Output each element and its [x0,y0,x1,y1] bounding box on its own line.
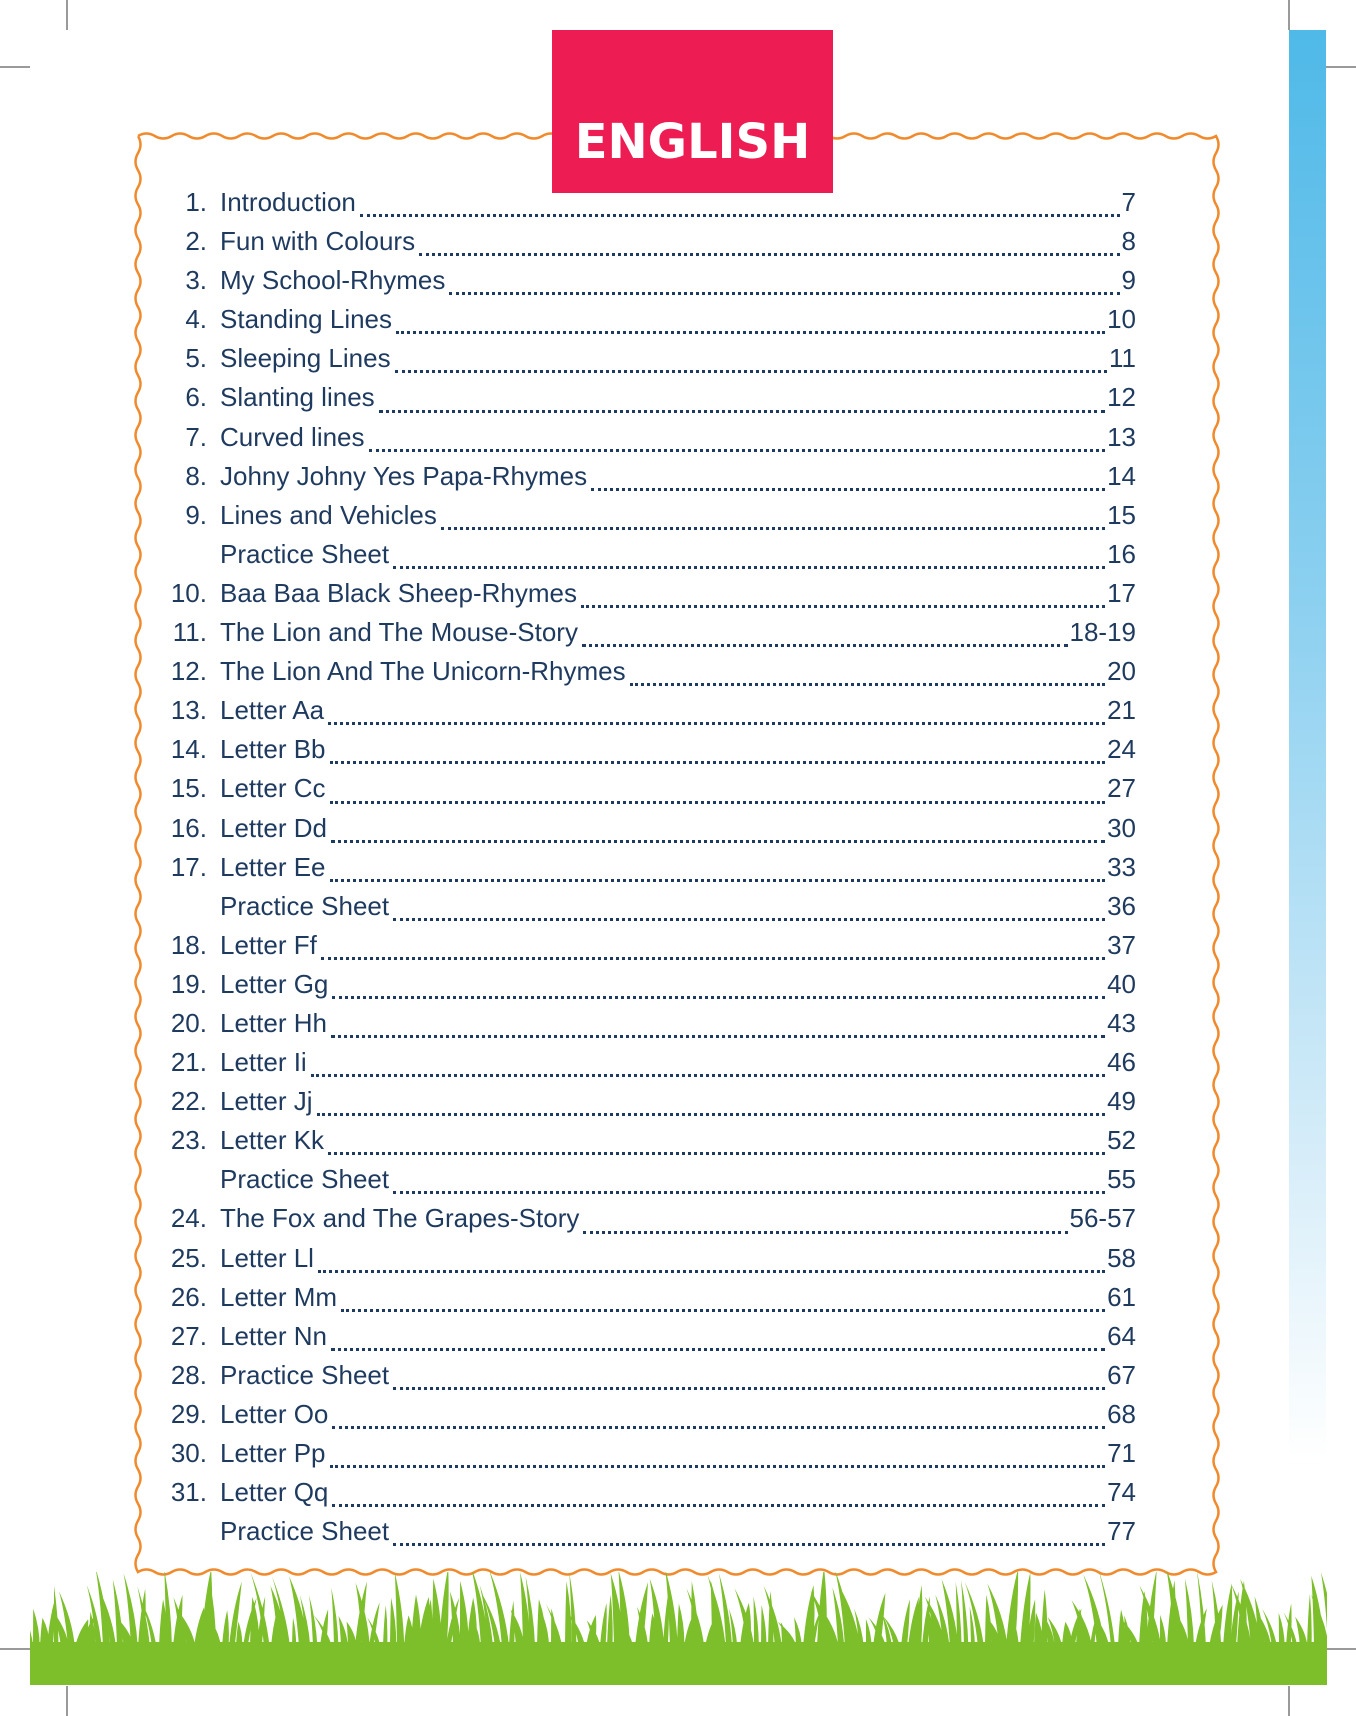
crop-mark [1326,1648,1356,1650]
toc-number: 24. [170,1203,207,1234]
crop-mark [1288,0,1290,30]
dot-leader [332,994,1105,999]
toc-row [150,382,1136,421]
toc-title: Practice Sheet [220,538,390,569]
toc-title: Fun with Colours [220,226,416,257]
toc-page: 15 [1107,499,1136,530]
dot-leader [396,329,1105,334]
toc-page: 43 [1107,1007,1136,1038]
toc-title: Letter Oo [220,1398,329,1429]
dot-leader [330,877,1106,882]
toc-row [150,1047,1136,1086]
toc-title: Practice Sheet [220,1516,390,1547]
toc-page: 55 [1107,1164,1136,1195]
side-color-strip [1289,30,1326,1460]
toc-number: 7. [185,421,207,452]
toc-row [150,813,1136,852]
toc-row [150,734,1136,773]
toc-row [150,343,1136,382]
toc-number: 22. [170,1086,207,1117]
toc-title: Letter Ll [220,1242,314,1273]
toc-title: Standing Lines [220,304,393,335]
dot-leader [330,759,1106,764]
toc-title: The Fox and The Grapes-Story [220,1203,580,1234]
toc-title: Letter Qq [220,1477,329,1508]
toc-page: 16 [1107,538,1136,569]
toc-page: 17 [1107,577,1136,608]
dot-leader [449,290,1119,295]
toc-row [150,500,1136,539]
toc-page: 24 [1107,734,1136,765]
toc-title: Practice Sheet [220,1164,390,1195]
toc-row [150,1008,1136,1047]
toc-page: 74 [1107,1477,1136,1508]
toc-page: 71 [1107,1438,1136,1468]
toc-title: The Lion And The Unicorn-Rhymes [220,656,626,687]
toc-title: Letter Ff [220,929,317,960]
toc-title: Curved lines [220,421,365,452]
dot-leader [379,408,1105,413]
toc-number: 20. [170,1007,207,1038]
toc-title: Letter Hh [220,1007,327,1038]
toc-title: Baa Baa Black Sheep-Rhymes [220,577,577,608]
toc-number: 27. [170,1320,207,1351]
toc-number: 26. [170,1281,207,1312]
dot-leader [341,1307,1105,1312]
toc-row [150,656,1136,695]
dot-leader [630,681,1105,686]
page-title: ENGLISH [574,114,811,170]
dot-leader [332,1424,1105,1429]
dot-leader [331,838,1105,843]
toc-number: 18. [170,929,207,960]
toc-title: Slanting lines [220,382,375,413]
dot-leader [331,1033,1105,1038]
dot-leader [321,955,1105,960]
toc-row [150,617,1136,656]
toc-page: 12 [1107,382,1136,413]
grass-blades [30,1572,1327,1647]
toc-row [150,969,1136,1008]
toc-number: 29. [170,1398,207,1429]
toc-number: 30. [170,1438,207,1468]
dot-leader [393,1189,1105,1194]
dot-leader [330,1463,1106,1468]
toc-row [150,1203,1136,1242]
toc-page: 33 [1107,851,1136,882]
toc-title: Letter Ii [220,1047,307,1078]
toc-page: 61 [1107,1281,1136,1312]
toc-title: Practice Sheet [220,1359,390,1390]
toc-page: 68 [1107,1398,1136,1429]
dot-leader [582,642,1068,647]
toc-number: 28. [170,1359,207,1390]
toc-page: 58 [1107,1242,1136,1273]
toc-number: 12. [170,656,207,687]
toc-number: 2. [185,226,207,257]
toc-page: 36 [1107,890,1136,921]
toc-row [150,226,1136,265]
dot-leader [317,1111,1106,1116]
toc-page: 67 [1107,1359,1136,1390]
dot-leader [591,486,1105,491]
toc-page: 9 [1121,265,1136,296]
toc-title: Letter Kk [220,1125,325,1156]
crop-mark [1288,1686,1290,1716]
toc-title: Letter Bb [220,734,326,765]
toc-title: My School-Rhymes [220,265,446,296]
toc-page: 10 [1107,304,1136,335]
toc-row [150,578,1136,617]
dot-leader [395,368,1107,373]
toc-number: 19. [170,968,207,999]
dot-leader [332,1502,1105,1507]
toc-title: Practice Sheet [220,890,390,921]
dot-leader [331,1346,1105,1351]
grass-base [30,1642,1327,1685]
toc-title: Letter Aa [220,695,325,726]
toc-row [150,1125,1136,1164]
toc-title: Johny Johny Yes Papa-Rhymes [220,460,588,491]
toc-number: 4. [185,304,207,335]
toc-number: 31. [170,1477,207,1508]
toc-number: 15. [170,773,207,804]
crop-mark [66,1686,68,1716]
toc-row [150,1438,1136,1477]
toc-page: 40 [1107,968,1136,999]
toc-number: 9. [185,499,207,530]
toc-page: 49 [1107,1086,1136,1117]
crop-mark [0,66,30,68]
toc-title: Letter Pp [220,1438,326,1468]
dot-leader [419,251,1119,256]
dot-leader [369,447,1106,452]
toc-row [150,539,1136,578]
toc-page: 13 [1107,421,1136,452]
toc-number: 17. [170,851,207,882]
dot-leader [330,799,1106,804]
toc-page: 52 [1107,1125,1136,1156]
toc-row [150,891,1136,930]
toc-row [150,1321,1136,1360]
toc-row [150,265,1136,304]
dot-leader [318,1268,1105,1273]
grass-decoration [30,1572,1327,1685]
toc-row [150,1086,1136,1125]
toc-page: 64 [1107,1320,1136,1351]
toc-row [150,422,1136,461]
toc-row [150,304,1136,343]
toc-page: 37 [1107,929,1136,960]
toc-number: 13. [170,695,207,726]
toc-number: 3. [185,265,207,296]
toc-row [150,1282,1136,1321]
toc-row [150,1477,1136,1516]
toc-title: Letter Gg [220,968,329,999]
toc-page: 20 [1107,656,1136,687]
toc-page: 30 [1107,812,1136,843]
toc-page: 7 [1121,187,1136,217]
title-banner [552,30,833,193]
toc-page: 77 [1107,1516,1136,1547]
crop-mark [66,0,68,30]
toc-page: 56-57 [1069,1203,1136,1234]
crop-mark [1326,66,1356,68]
toc-number: 21. [170,1047,207,1078]
toc-number: 23. [170,1125,207,1156]
dot-leader [328,720,1105,725]
toc-title: Letter Dd [220,812,327,843]
toc-page: 21 [1107,695,1136,726]
toc-row [150,1243,1136,1282]
toc-title: Letter Ee [220,851,326,882]
toc-page: 8 [1121,226,1136,257]
toc-page: 11 [1109,343,1136,374]
toc-row [150,1399,1136,1438]
toc-row [150,1360,1136,1399]
toc-number: 14. [170,734,207,765]
toc-number: 25. [170,1242,207,1273]
toc-row [150,1516,1136,1555]
crop-mark [0,1648,30,1650]
dot-leader [441,525,1105,530]
dot-leader [393,1385,1105,1390]
toc-row [150,695,1136,734]
table-of-contents [150,187,1136,1555]
toc-title: Sleeping Lines [220,343,391,374]
toc-row [150,461,1136,500]
toc-title: Introduction [220,187,356,217]
toc-title: Letter Mm [220,1281,338,1312]
toc-title: Letter Jj [220,1086,313,1117]
toc-title: The Lion and The Mouse-Story [220,617,578,648]
toc-page: 18-19 [1069,617,1136,648]
toc-number: 5. [185,343,207,374]
toc-page: 27 [1107,773,1136,804]
toc-row [150,773,1136,812]
toc-row [150,930,1136,969]
toc-number: 8. [185,460,207,491]
dot-leader [311,1072,1105,1077]
toc-page: 14 [1107,460,1136,491]
dot-leader [360,212,1120,217]
toc-title: Lines and Vehicles [220,499,437,530]
toc-number: 1. [185,187,207,217]
toc-number: 6. [185,382,207,413]
toc-row [150,852,1136,891]
toc-title: Letter Nn [220,1320,327,1351]
toc-title: Letter Cc [220,773,326,804]
toc-row [150,187,1136,226]
toc-page: 46 [1107,1047,1136,1078]
dot-leader [328,1150,1105,1155]
dot-leader [393,916,1105,921]
toc-row [150,1164,1136,1203]
dot-leader [393,564,1105,569]
toc-number: 11. [172,617,207,648]
toc-number: 16. [170,812,207,843]
dot-leader [393,1541,1105,1546]
dot-leader [583,1229,1067,1234]
toc-number: 10. [170,577,207,608]
dot-leader [581,603,1105,608]
